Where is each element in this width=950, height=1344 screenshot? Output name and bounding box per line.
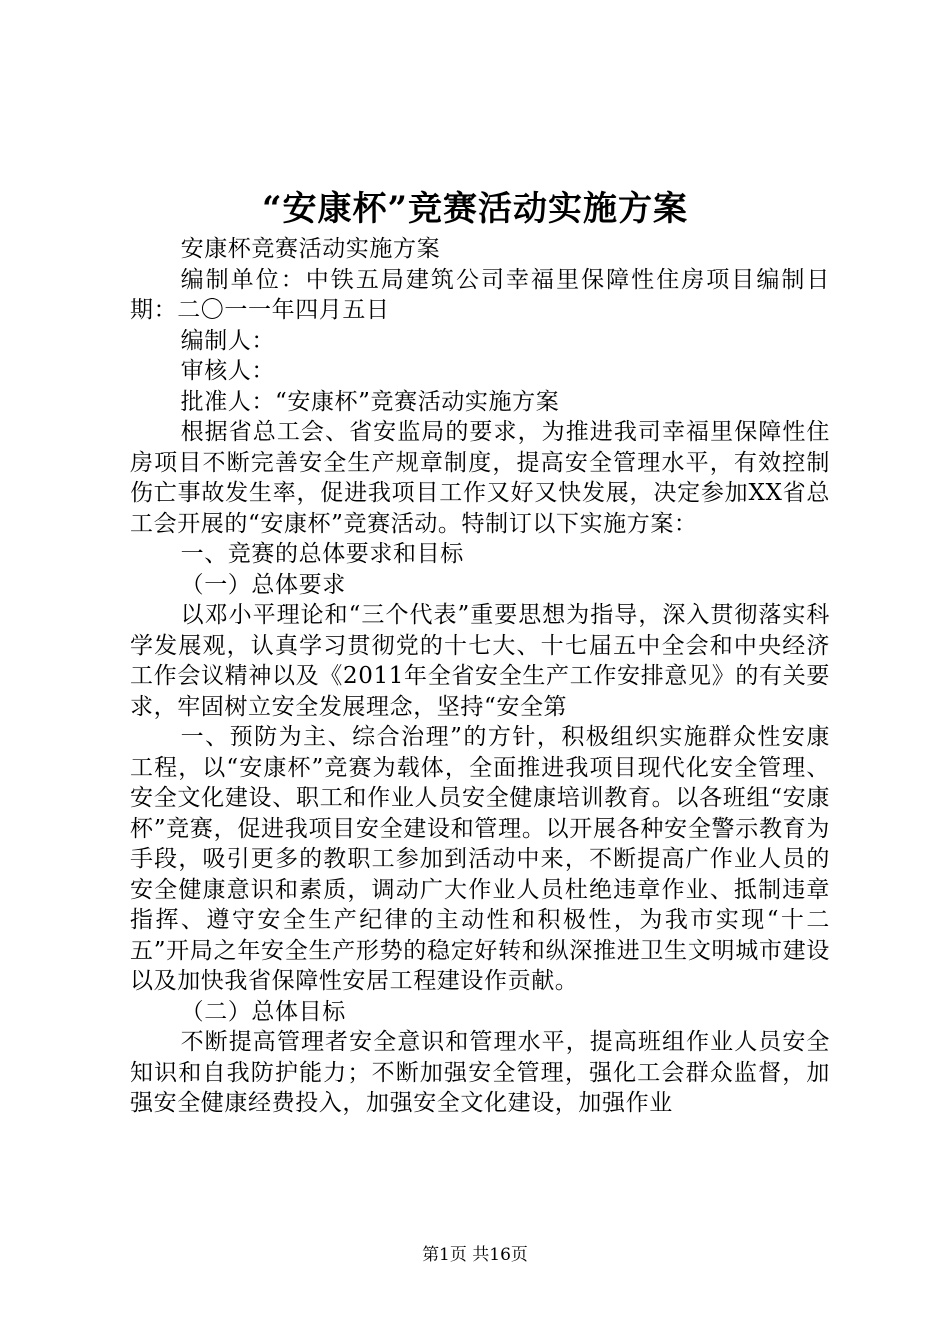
paragraph-general-goals: 不断提高管理者安全意识和管理水平，提高班组作业人员安全知识和自我防护能力；不断加强安全管理，强化工会群众监督，加强安全健康经费投入，加强安全文化建设，加强作业: [130, 1029, 830, 1116]
paragraph-general-requirements: 以邓小平理论和“三个代表”重要思想为指导，深入贯彻落实科学发展观，认真学习贯彻党的十七大、十七届五中全会和中央经济工作会议精神以及《2011年全省安全生产工作安排意见》的有关要求，牢固树立安全发展理念，坚持“安全第: [130, 602, 830, 720]
page-footer: 第1页 共16页: [422, 1245, 528, 1265]
paragraph-guideline: 一、预防为主、综合治理”的方针，积极组织实施群众性安康工程，以“安康杯”竞赛为载体，全面推进我项目现代化安全管理、安全文化建设、职工和作业人员安全健康培训教育。以各班组“安康杯”竞赛，促进我项目安全建设和管理。以开展各种安全警示教育为手段，吸引更多的教职工参加到活动中来，不断提高广作业人员的安全健康意识和素质，调动广大作业人员杜绝违章作业、抵制违章指挥、遵守安全生产纪律的主动性和积极性，为我市实现“十二五”开局之年安全生产形势的稳定好转和纵深推进卫生文明城市建设以及加快我省保障性安居工程建设作贡献。: [130, 724, 830, 994]
subsection-heading-1: （一）总体要求: [180, 571, 346, 598]
document-body: [130, 234, 830, 1119]
section-heading-1: 一、竞赛的总体要求和目标: [180, 541, 464, 567]
paragraph-subtitle: 安康杯竞赛活动实施方案: [180, 236, 441, 262]
paragraph-intro: 根据省总工会、省安监局的要求，为推进我司幸福里保障性住房项目不断完善安全生产规章制度，提高安全管理水平，有效控制伤亡事故发生率，促进我项目工作又好又快发展，决定参加XX省总工会开展的“安康杯”竞赛活动。特制订以下实施方案：: [130, 419, 830, 537]
paragraph-reviewer: 审核人：: [180, 358, 275, 384]
document-title: “安康杯”竞赛活动实施方案: [261, 189, 689, 229]
paragraph-compiler-unit: 编制单位：中铁五局建筑公司幸福里保障性住房项目编制日期：二〇一一年四月五日: [130, 266, 830, 323]
paragraph-approver: 批准人：“安康杯”竞赛活动实施方案: [180, 388, 560, 415]
paragraph-compiler: 编制人：: [180, 327, 275, 354]
subsection-heading-2: （二）总体目标: [180, 998, 346, 1025]
